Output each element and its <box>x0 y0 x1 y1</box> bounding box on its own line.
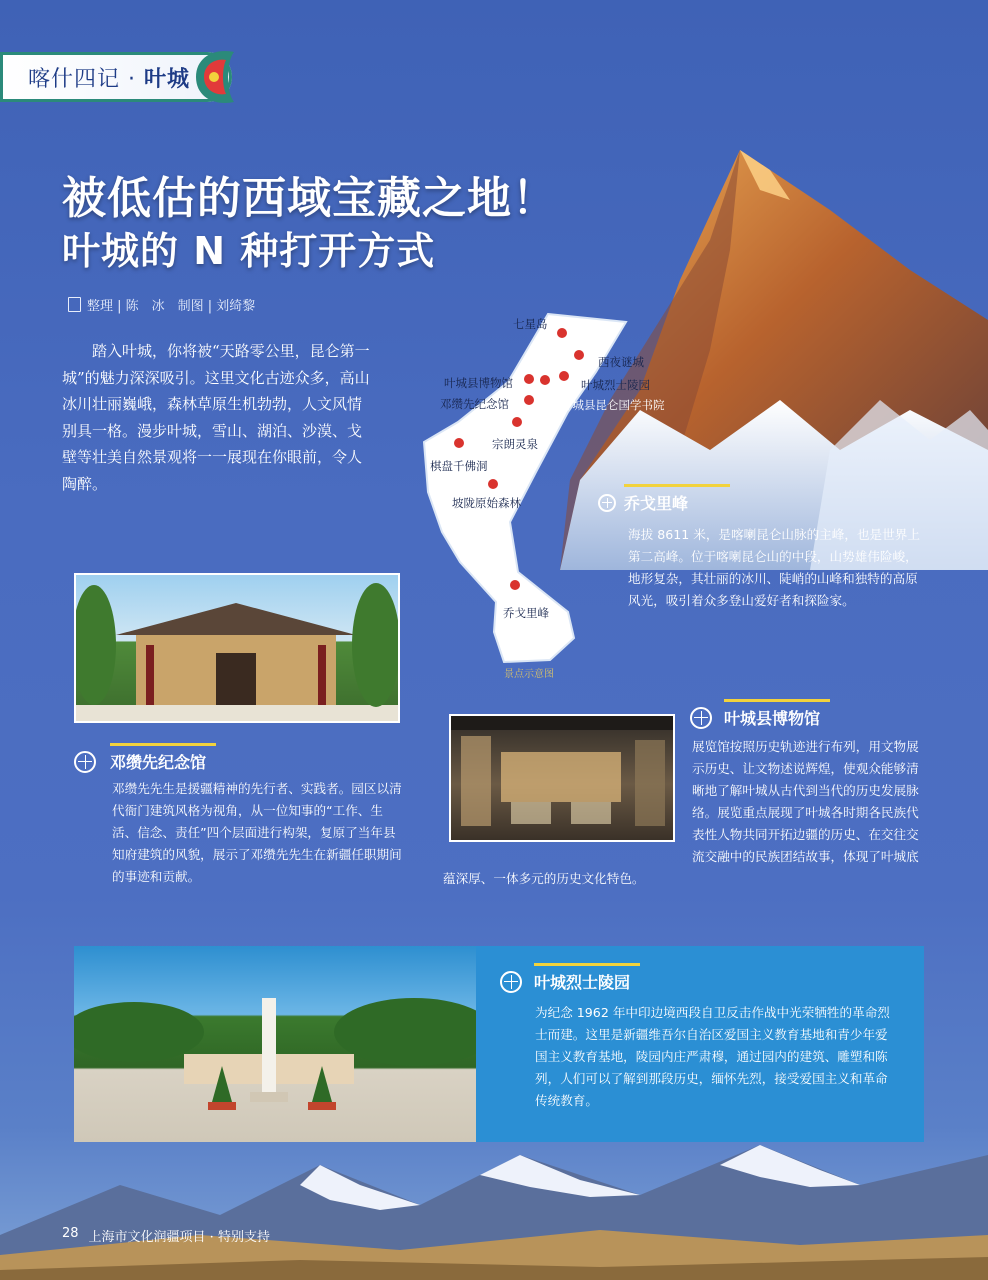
text-wrap-spacer <box>443 736 692 863</box>
section-header-lingyuan <box>500 970 630 993</box>
crosshair-icon <box>690 707 712 729</box>
section-label: 喀什四记 · 叶城 <box>28 67 190 92</box>
document-icon <box>68 297 81 312</box>
credit-line <box>68 295 255 314</box>
map-label-qixingdao: 七星岛 <box>513 317 548 331</box>
map-label-kunlunguoxue: 叶城县昆仑国学书院 <box>561 398 665 412</box>
section-title-qiaogeli: 乔戈里峰 <box>624 491 688 514</box>
section-body-bowuguan-text: 展览馆按照历史轨迹进行布列，用文物展示历史、让文物述说辉煌，使观众能够清晰地了解叶城从古代到当代的历史发展脉络。展览重点展现了叶城各时期各民族代表性人物共同开拓边疆的历史、在交往交流交融中的民族团结故事，体现了叶城底蕴深厚、一体多元的历史文化特色。 <box>443 739 919 886</box>
section-body-dengzuanxian: 邓缵先先生是援疆精神的先行者、实践者。园区以清代衙门建筑风格为视角，从一位知事的“工作、生活、信念、责任”四个层面进行构架，复原了当年县知府建筑的风貌，展示了邓缵先先生在新疆任职期间的事迹和贡献。 <box>112 781 402 884</box>
map-label-zonglanglingquan: 宗朗灵泉 <box>492 437 538 451</box>
section-header-bowuguan <box>690 706 820 729</box>
map-label-qipanqianfodong: 棋盘千佛洞 <box>430 459 488 473</box>
lingyuan-photo <box>74 946 476 1142</box>
page-subtitle: 叶城的 N 种打开方式 <box>62 229 436 273</box>
map-label-polongsenlin: 坡陇原始森林 <box>452 496 521 510</box>
page-footer <box>62 1226 270 1245</box>
page-title: 被低估的西域宝藏之地！ <box>62 173 557 224</box>
landscape-image <box>0 1125 988 1280</box>
crosshair-icon <box>500 971 522 993</box>
intro-paragraph: 踏入叶城，你将被“天路零公里，昆仑第一城”的魅力深深吸引。这里文化古迹众多，高山冰川壮丽巍峨，森林草原生机勃勃，人文风情别具一格。漫步叶城，雪山、湖泊、沙漠、戈壁等壮美自然景观将一一展现在你眼前，令人陶醉。 <box>62 342 370 493</box>
section-title-bowuguan: 叶城县博物馆 <box>724 706 820 729</box>
section-body-lingyuan: 为纪念 1962 年中印边境西段自卫反击作战中光荣牺牲的革命烈士而建。这里是新疆维吾尔自治区爱国主义教育基地和青少年爱国主义教育基地，陵园内庄严肃穆，通过园内的建筑、雕塑和陈列，人们可以了解到那段历史，缅怀先烈，接受爱国主义和革命传统教育。 <box>535 1005 890 1108</box>
map-caption: 景点示意图 <box>504 669 554 680</box>
section-title-dengzuanxian: 邓缵先纪念馆 <box>110 750 206 773</box>
ornament-icon <box>186 44 246 110</box>
section-header-qiaogeli <box>598 491 688 514</box>
map-label-lieshilingyuan: 叶城烈士陵园 <box>581 378 650 392</box>
crosshair-icon <box>74 751 96 773</box>
crosshair-icon <box>598 494 616 512</box>
dengzuanxian-photo <box>74 573 400 723</box>
section-title-lingyuan: 叶城烈士陵园 <box>534 970 630 993</box>
credit-text: 整理 | 陈 冰 制图 | 刘绮黎 <box>87 299 256 314</box>
page-number: 28 <box>62 1226 79 1241</box>
section-body-qiaogeli: 海拔 8611 米，是喀喇昆仑山脉的主峰，也是世界上第二高峰。位于喀喇昆仑山的中段，山势雄伟险峻，地形复杂，其壮丽的冰川、陡峭的山峰和独特的高原风光，吸引着众多登山爱好者和探险家。 <box>628 527 920 608</box>
footer-text: 上海市文化润疆项目 · 特别支持 <box>88 1230 270 1245</box>
map-label-qiaogelifeng: 乔戈里峰 <box>503 606 549 620</box>
section-header-dengzuanxian <box>74 750 206 773</box>
map-label-xiyemicheng: 西夜谜城 <box>598 355 644 369</box>
map-label-dengzuanxian: 邓缵先纪念馆 <box>440 397 509 411</box>
section-body-bowuguan <box>443 736 929 890</box>
map-label-bowuguan: 叶城县博物馆 <box>444 376 513 390</box>
